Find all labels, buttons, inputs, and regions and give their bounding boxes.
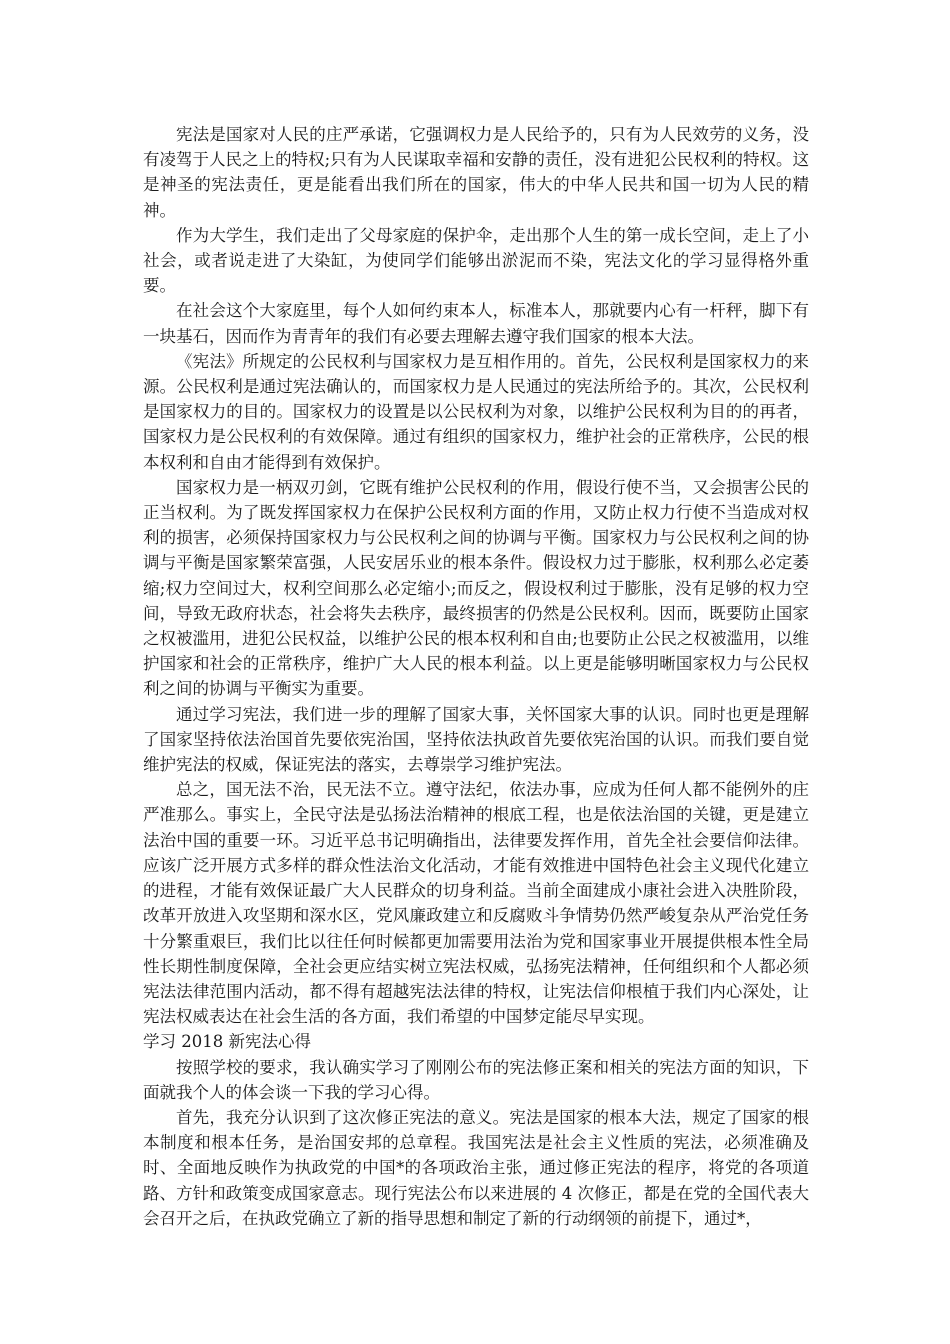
paragraph-rights-and-power: 《宪法》所规定的公民权利与国家权力是互相作用的。首先，公民权利是国家权力的来源。公民权利是通过宪法确认的，而国家权力是人民通过的宪法所给予的。其次，公民权利是国家权力的目的。国家权力的设置是以公民权利为对象，以维护公民权利为目的的再者，国家权力是公民权利的有效保障。通过有组织的国家权力，维护社会的正常秩序，公民的根本权利和自由才能得到有效保护。 [143,351,809,472]
paragraph-double-edged-sword: 国家权力是一柄双刃剑，它既有维护公民权利的作用，假设行使不当，又会损害公民的正当权利。为了既发挥国家权力在保护公民权利方面的作用，又防止权力行使不当造成对权利的损害，必须保持国家权力与公民权利之间的协调与平衡。国家权力与公民权利之间的协调与平衡是国家繁荣富强，人民安居乐业的根本条件。假设权力过于膨胀，权利那么必定萎缩;权力空间过大，权利空间那么必定缩小;而反之，假设权利过于膨胀，没有足够的权力空间，导致无政府状态，社会将失去秩序，最终损害的仍然是公民权利。因而，既要防止国家之权被滥用，进犯公民权益，以维护公民的根本权利和自由;也要防止公民之权被滥用，以维护国家和社会的正常秩序，维护广大人民的根本利益。以上更是能够明晰国家权力与公民权利之间的协调与平衡实为重要。 [143,477,809,699]
section-heading: 学习 2018 新宪法心得 [143,1032,311,1052]
paragraph-conclusion: 总之，国无法不治，民无法不立。遵守法纪，依法办事，应成为任何人都不能例外的庄严准那么。事实上，全民守法是弘扬法治精神的根底工程，也是依法治国的关键，更是建立法治中国的重要一环。习近平总书记明确指出，法律要发挥作用，首先全社会要信仰法律。应该广泛开展方式多样的群众性法治文化活动，才能有效推进中国特色社会主义现代化建立的进程，才能有效保证最广大人民群众的切身利益。当前全面建成小康社会进入决胜阶段，改革开放进入攻坚期和深水区，党风廉政建立和反腐败斗争情势仍然严峻复杂从严治党任务十分繁重艰巨，我们比以往任何时候都更加需要用法治为党和国家事业开展提供根本性全局性长期性制度保障，全社会更应结实树立宪法权威，弘扬宪法精神，任何组织和个人都必须宪法法律范围内活动，都不得有超越宪法法律的特权，让宪法信仰根植于我们内心深处，让宪法权威表达在社会生活的各方面，我们希望的中国梦定能尽早实现。 [143,780,809,1027]
paragraph-university-students: 作为大学生，我们走出了父母家庭的保护伞，走出那个人生的第一成长空间，走上了小社会，或者说走进了大染缸，为使同学们能够出淤泥而不染，宪法文化的学习显得格外重要。 [143,225,809,296]
paragraph-constitution-promise: 宪法是国家对人民的庄严承诺，它强调权力是人民给予的，只有为人民效劳的义务，没有凌驾于人民之上的特权;只有为人民谋取幸福和安静的责任，没有进犯公民权利的特权。这是神圣的宪法责任，更是能看出我们所在的国家，伟大的中华人民共和国一切为人民的精神。 [143,125,809,220]
paragraph-learning-constitution: 通过学习宪法，我们进一步的理解了国家大事，关怀国家大事的认识。同时也更是理解了国家坚持依法治国首先要依宪治国，坚持依法执政首先要依宪治国的认识。而我们要自觉维护宪法的权威，保证宪法的落实，去尊崇学习维护宪法。 [143,704,809,775]
paragraph-school-requirement: 按照学校的要求，我认确实学习了刚刚公布的宪法修正案和相关的宪法方面的知识，下面就我个人的体会谈一下我的学习心得。 [143,1057,809,1102]
paragraph-society-family: 在社会这个大家庭里，每个人如何约束本人，标准本人，那就要内心有一杆秤，脚下有一块基石，因而作为青青年的我们有必要去理解去遵守我们国家的根本大法。 [143,301,809,346]
document-page [143,122,809,1231]
paragraph-amendment-significance: 首先，我充分认识到了这次修正宪法的意义。宪法是国家的根本大法，规定了国家的根本制度和根本任务，是治国安邦的总章程。我国宪法是社会主义性质的宪法，必须准确及时、全面地反映作为执政党的中国*的各项政治主张，通过修正宪法的程序，将党的各项道路、方针和政策变成国家意志。现行宪法公布以来进展的 4 次修正，都是在党的全国代表大会召开之后，在执政党确立了新的指导思想和制定了新的行动纲领的前提下，通过*， [143,1107,809,1228]
